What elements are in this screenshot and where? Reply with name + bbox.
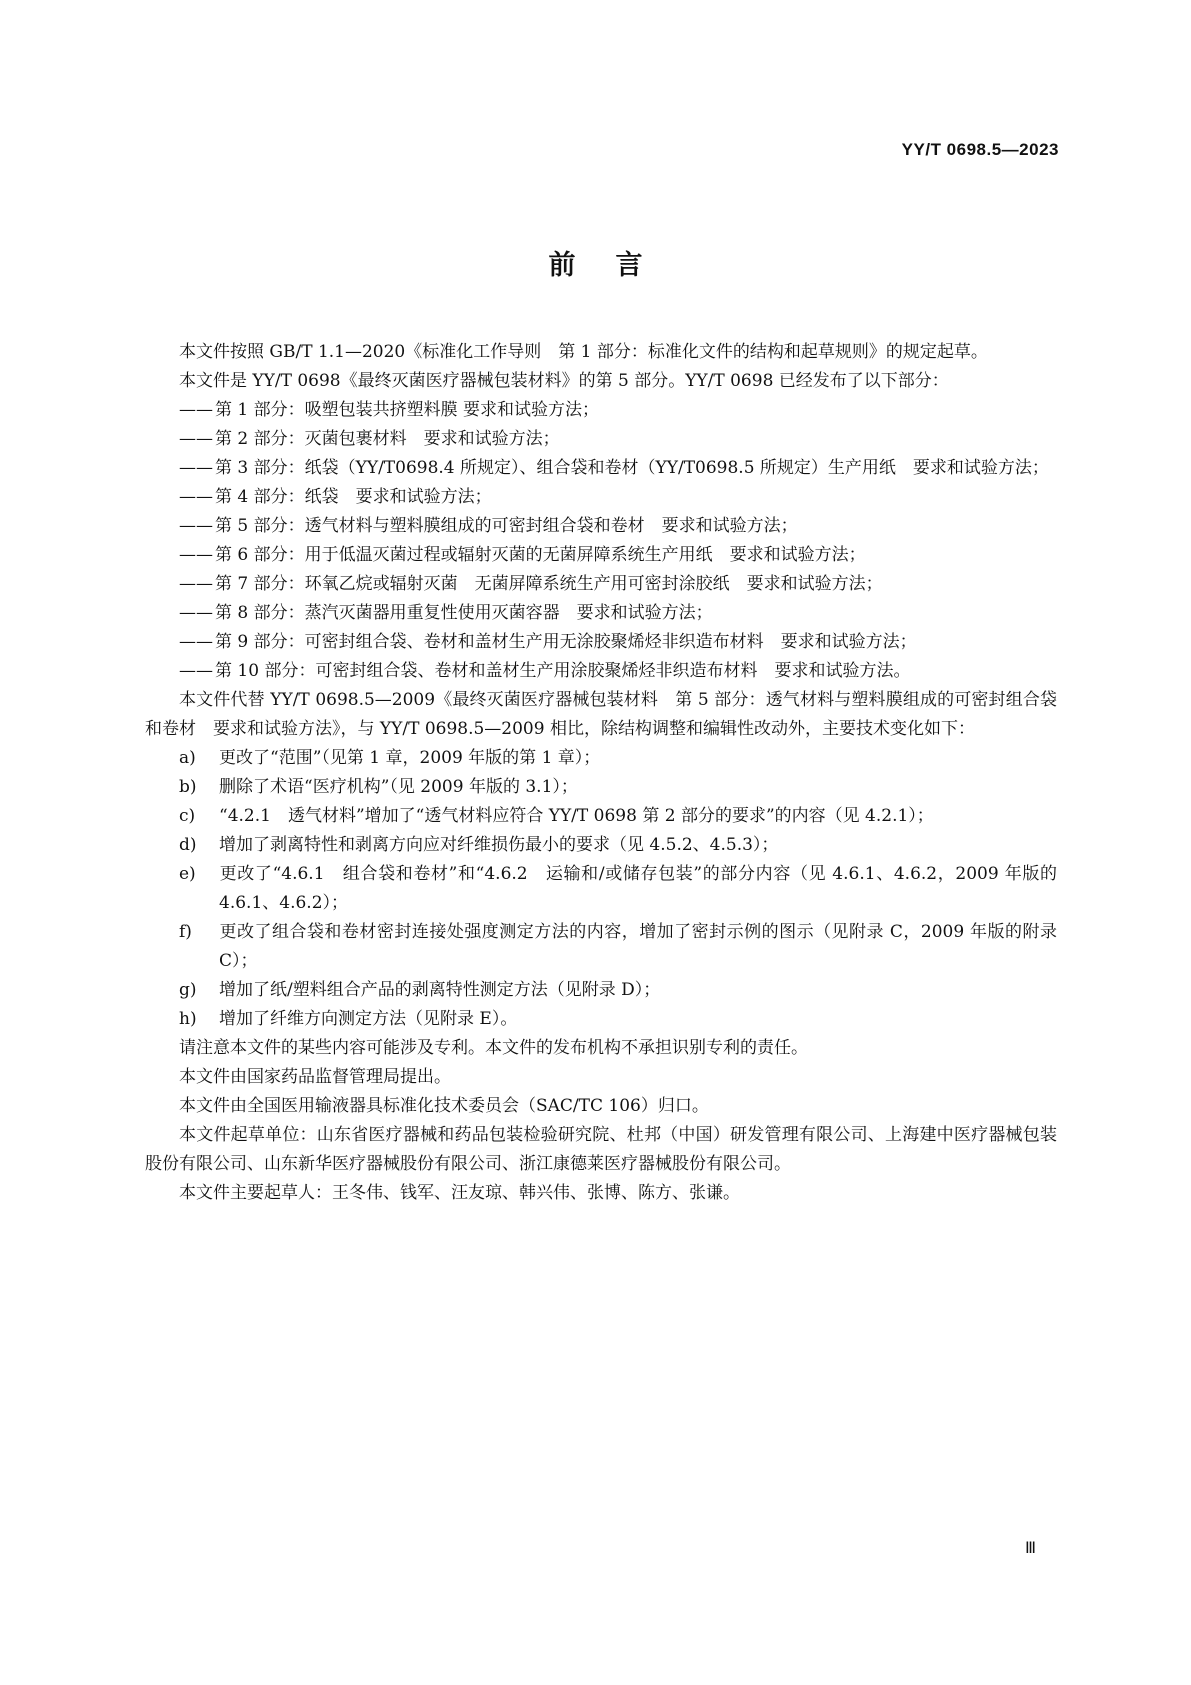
change-label: h) [179,1009,197,1029]
dash-mark: —— [179,429,213,449]
change-item [145,1005,1057,1034]
change-label: f) [179,922,192,942]
part-item [145,599,1057,628]
change-item [145,802,1057,831]
change-item [145,744,1057,773]
change-label: g) [179,980,197,1000]
intro-paragraph: 本文件按照 GB/T 1.1—2020《标准化工作导则 第 1 部分：标准化文件的结构和起草规则》的规定起草。 [179,342,988,362]
change-text: 增加了纸/塑料组合产品的剥离特性测定方法（见附录 D）； [219,980,661,1000]
change-label: c) [179,806,196,826]
dash-mark: —— [179,516,213,536]
change-text: “4.2.1 透气材料”增加了“透气材料应符合 YY/T 0698 第 2 部分的要求”的内容（见 4.2.1）； [219,806,934,826]
part-item [145,454,1057,483]
part-text: 第 7 部分：环氧乙烷或辐射灭菌 无菌屏障系统生产用可密封涂胶纸 要求和试验方法； [215,574,883,594]
part-text: 第 10 部分：可密封组合袋、卷材和盖材生产用涂胶聚烯烃非织造布材料 要求和试验方法。 [215,661,911,681]
part-item [145,483,1057,512]
part-text: 第 6 部分：用于低温灭菌过程或辐射灭菌的无菌屏障系统生产用纸 要求和试验方法； [215,545,866,565]
replace-paragraph: 本文件代替 YY/T 0698.5—2009《最终灭菌医疗器械包装材料 第 5 部分：透气材料与塑料膜组成的可密封组合袋和卷材 要求和试验方法》，与 YY/T 0698.5—2009 相比，除结构调整和编辑性改动外，主要技术变化如下： [145,690,1057,739]
change-item [145,773,1057,802]
dash-mark: —— [179,400,213,420]
part-item [145,396,1057,425]
document-body [145,338,1057,1208]
change-item [145,831,1057,860]
change-text: 更改了组合袋和卷材密封连接处强度测定方法的内容，增加了密封示例的图示（见附录 C，2009 年版的附录 C）； [219,922,1057,971]
page-number: Ⅲ [1024,1538,1036,1557]
page-title: 前言 [548,250,683,281]
part-item [145,628,1057,657]
part-text: 第 1 部分：吸塑包装共挤塑料膜 要求和试验方法； [215,400,600,420]
part-text: 第 8 部分：蒸汽灭菌器用重复性使用灭菌容器 要求和试验方法； [215,603,713,623]
change-item [145,860,1057,918]
part-text: 第 3 部分：纸袋（YY/T0698.4 所规定）、组合袋和卷材（YY/T0698.5 所规定）生产用纸 要求和试验方法； [215,458,1049,478]
change-label: e) [179,864,196,884]
change-label: d) [179,835,197,855]
proposer-statement: 本文件由国家药品监督管理局提出。 [179,1067,451,1087]
part-item [145,657,1057,686]
change-text: 增加了剥离特性和剥离方向应对纤维损伤最小的要求（见 4.5.2、4.5.3）； [219,835,779,855]
change-label: b) [179,777,197,797]
change-text: 更改了“4.6.1 组合袋和卷材”和“4.6.2 运输和/或储存包装”的部分内容（见 4.6.1、4.6.2，2009 年版的 4.6.1、4.6.2）； [219,864,1057,913]
part-item [145,512,1057,541]
dash-mark: —— [179,661,213,681]
patent-note: 请注意本文件的某些内容可能涉及专利。本文件的发布机构不承担识别专利的责任。 [179,1038,808,1058]
dash-mark: —— [179,632,213,652]
part-text: 第 5 部分：透气材料与塑料膜组成的可密封组合袋和卷材 要求和试验方法； [215,516,798,536]
drafting-units: 本文件起草单位：山东省医疗器械和药品包装检验研究院、杜邦（中国）研发管理有限公司、上海建中医疗器械包装股份有限公司、山东新华医疗器械股份有限公司、浙江康德莱医疗器械股份有限公司。 [145,1125,1057,1174]
part-text: 第 2 部分：灭菌包裹材料 要求和试验方法； [215,429,560,449]
change-text: 增加了纤维方向测定方法（见附录 E）。 [219,1009,518,1029]
part-text: 第 4 部分：纸袋 要求和试验方法； [215,487,492,507]
change-item [145,918,1057,976]
part-item [145,425,1057,454]
change-label: a) [179,748,196,768]
committee-statement: 本文件由全国医用输液器具标准化技术委员会（SAC/TC 106）归口。 [179,1096,709,1116]
intro-paragraph: 本文件是 YY/T 0698《最终灭菌医疗器械包装材料》的第 5 部分。YY/T 0698 已经发布了以下部分： [179,371,949,391]
dash-mark: —— [179,487,213,507]
dash-mark: —— [179,545,213,565]
dash-mark: —— [179,603,213,623]
part-item [145,541,1057,570]
change-item [145,976,1057,1005]
standard-code: YY/T 0698.5—2023 [901,140,1059,159]
dash-mark: —— [179,458,213,478]
part-text: 第 9 部分：可密封组合袋、卷材和盖材生产用无涂胶聚烯烃非织造布材料 要求和试验方法； [215,632,917,652]
change-text: 更改了“范围”（见第 1 章，2009 年版的第 1 章）； [219,748,601,768]
drafters: 本文件主要起草人：王冬伟、钱军、汪友琼、韩兴伟、张博、陈方、张谦。 [179,1183,740,1203]
change-text: 删除了术语“医疗机构”（见 2009 年版的 3.1）； [219,777,578,797]
part-item [145,570,1057,599]
dash-mark: —— [179,574,213,594]
